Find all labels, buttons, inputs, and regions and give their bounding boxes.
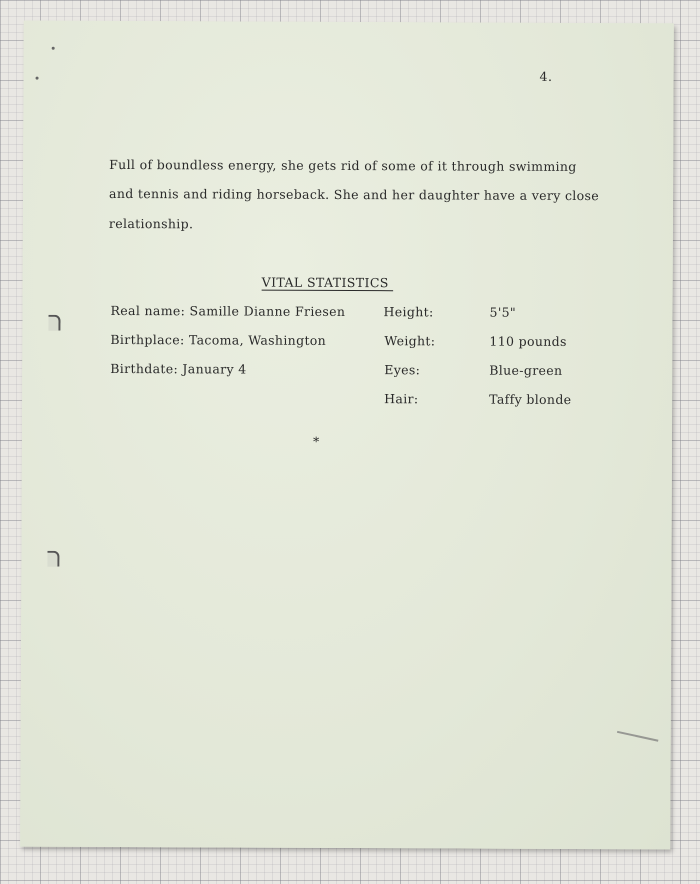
section-title: VITAL STATISTICS: [261, 274, 394, 291]
paragraph-line-1: Full of boundless energy, she gets rid of some of it through swimming: [109, 156, 577, 174]
section-end-asterisk: *: [312, 433, 320, 449]
stat-value-height: 5'5": [489, 304, 517, 320]
paragraph-line-3: relationship.: [108, 215, 194, 232]
paper-speck: [52, 47, 55, 50]
stat-label-height: Height:: [383, 304, 434, 320]
stat-label-weight: Weight:: [384, 333, 436, 349]
stat-real-name: Real name: Samille Dianne Friesen: [110, 302, 346, 319]
stat-birthplace: Birthplace: Tacoma, Washington: [110, 331, 327, 348]
paper-speck: [36, 77, 39, 80]
paper-crease: [617, 731, 658, 742]
page-number: 4.: [539, 68, 553, 84]
punch-hole: [47, 551, 59, 567]
stat-value-hair: Taffy blonde: [489, 391, 572, 407]
stat-label-hair: Hair:: [384, 391, 419, 407]
document-page: [20, 21, 674, 850]
paragraph-line-2: and tennis and riding horseback. She and her daughter have a very close: [109, 185, 600, 204]
punch-hole: [48, 315, 60, 331]
stat-birthdate: Birthdate: January 4: [110, 360, 247, 377]
stat-value-weight: 110 pounds: [489, 333, 567, 349]
stat-label-eyes: Eyes:: [384, 362, 421, 378]
stat-value-eyes: Blue-green: [489, 362, 563, 378]
